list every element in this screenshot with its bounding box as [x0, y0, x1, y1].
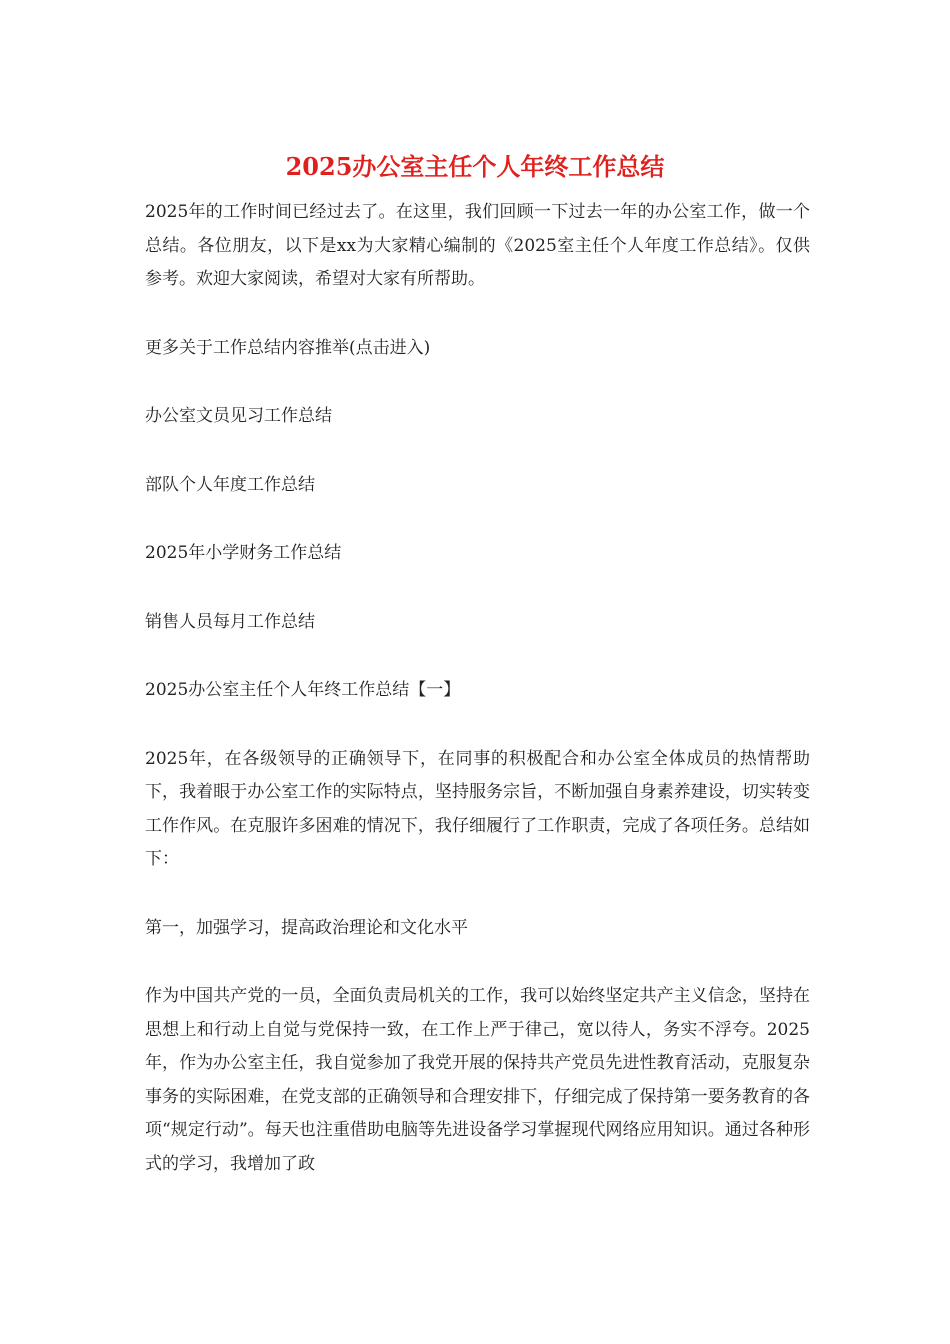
intro-paragraph: 2025年的工作时间已经过去了。在这里，我们回顾一下过去一年的办公室工作，做一个总结。各位朋友，以下是xx为大家精心编制的《2025室主任个人年度工作总结》。仅供参考。欢迎大家阅读，希望对大家有所帮助。 — [145, 202, 810, 289]
related-link-office-clerk[interactable]: 办公室文员见习工作总结 — [145, 406, 332, 426]
section-intro-paragraph: 2025年，在各级领导的正确领导下，在同事的积极配合和办公室全体成员的热情帮助下，我着眼于办公室工作的实际特点，坚持服务宗旨，不断加强自身素养建设，切实转变工作作风。在克服许多困难的情况下，我仔细履行了工作职责，完成了各项任务。总结如下： — [145, 748, 810, 869]
more-recommendations-label[interactable]: 更多关于工作总结内容推举(点击进入) — [145, 337, 431, 358]
document-title: 2025办公室主任个人年终工作总结 — [285, 152, 665, 181]
point-one-heading: 第一，加强学习，提高政治理论和文化水平 — [145, 917, 468, 938]
point-one-paragraph: 作为中国共产党的一员，全面负责局机关的工作，我可以始终坚定共产主义信念，坚持在思想上和行动上自觉与党保持一致，在工作上严于律己，宽以待人，务实不浮夸。2025年，作为办公室主任，我自觉参加了我党开展的保持共产党员先进性教育活动，克服复杂事务的实际困难，在党支部的正确领导和合理安排下，仔细完成了保持第一要务教育的各项“规定行动”。每天也注重借助电脑等先进设备学习掌握现代网络应用知识。通过各种形式的学习，我增加了政 — [145, 986, 810, 1174]
section-heading: 2025办公室主任个人年终工作总结【一】 — [145, 680, 461, 700]
related-link-sales-monthly[interactable]: 销售人员每月工作总结 — [145, 611, 315, 632]
document-body — [145, 196, 810, 1216]
related-link-school-finance[interactable]: 2025年小学财务工作总结 — [145, 543, 342, 563]
related-link-army-annual[interactable]: 部队个人年度工作总结 — [145, 474, 315, 495]
